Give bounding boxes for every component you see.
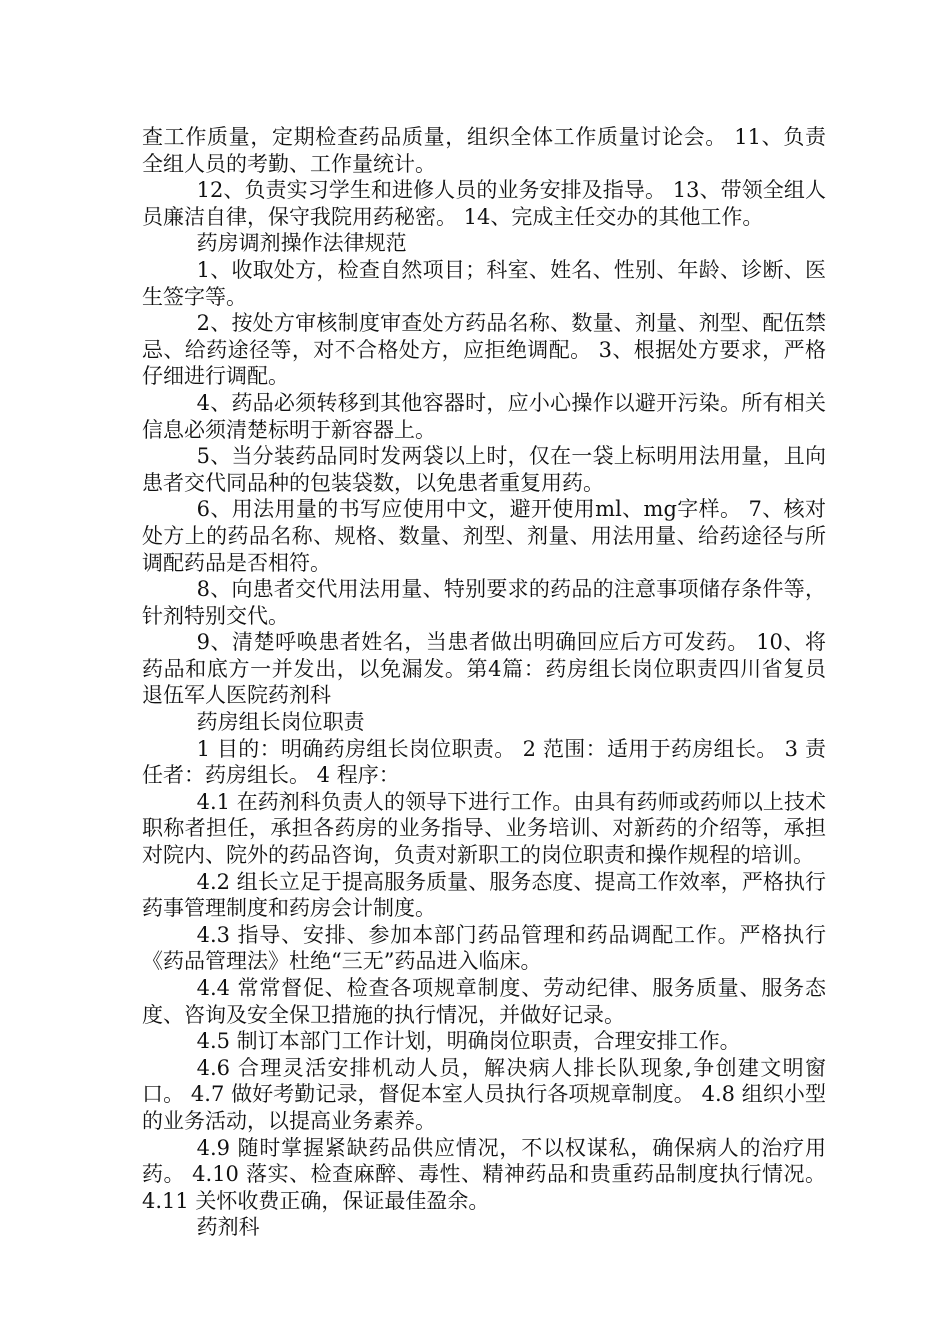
paragraph: 查工作质量，定期检查药品质量，组织全体工作质量讨论会。 11、负责全组人员的考勤、工作量统计。 <box>142 125 826 176</box>
paragraph: 4.5 制订本部门工作计划，明确岗位职责，合理安排工作。 <box>196 1029 741 1054</box>
paragraph: 4.9 随时掌握紧缺药品供应情况，不以权谋私，确保病人的治疗用药。 4.10 落实、检查麻醉、毒性、精神药品和贵重药品制度执行情况。 4.11 关怀收费正确，保证最佳盈余。 <box>142 1135 826 1213</box>
paragraph: 1、收取处方，检查自然项目；科室、姓名、性别、年龄、诊断、医生签字等。 <box>142 257 826 309</box>
paragraph: 4.4 常常督促、检查各项规章制度、劳动纪律、服务质量、服务态度、咨询及安全保卫措施的执行情况，并做好记录。 <box>142 976 826 1027</box>
paragraph: 9、清楚呼唤患者姓名，当患者做出明确回应后方可发药。 10、将药品和底方一并发出，以免漏发。第4篇：药房组长岗位职责四川省复员退伍军人医院药剂科 <box>142 630 826 708</box>
section-heading: 药房组长岗位职责 <box>196 710 365 735</box>
paragraph: 12、负责实习学生和进修人员的业务安排及指导。 13、带领全组人员廉洁自律，保守我院用药秘密。 14、完成主任交办的其他工作。 <box>142 178 826 229</box>
paragraph: 4.3 指导、安排、参加本部门药品管理和药品调配工作。严格执行《药品管理法》杜绝“三无”药品进入临床。 <box>142 922 826 974</box>
document-body <box>142 124 826 1241</box>
paragraph: 2、按处方审核制度审查处方药品名称、数量、剂量、剂型、配伍禁忌、给药途径等，对不合格处方，应拒绝调配。 3、根据处方要求，严格仔细进行调配。 <box>142 311 826 389</box>
paragraph: 5、当分装药品同时发两袋以上时，仅在一袋上标明用法用量，且向患者交代同品种的包装袋数，以免患者重复用药。 <box>142 444 826 495</box>
paragraph: 4.1 在药剂科负责人的领导下进行工作。由具有药师或药师以上技术职称者担任，承担各药房的业务指导、业务培训、对新药的介绍等，承担对院内、院外的药品咨询，负责对新职工的岗位职责和操作规程的培训。 <box>142 789 826 868</box>
paragraph: 1 目的：明确药房组长岗位职责。 2 范围：适用于药房组长。 3 责任者：药房组长。 4 程序： <box>142 736 826 788</box>
signature-department: 药剂科 <box>196 1215 260 1240</box>
paragraph: 6、用法用量的书写应使用中文，避开使用ml、mg字样。 7、核对处方上的药品名称、规格、数量、剂型、剂量、用法用量、给药途径与所调配药品是否相符。 <box>142 497 826 575</box>
paragraph: 4.6 合理灵活安排机动人员，解决病人排长队现象,争创建文明窗口。 4.7 做好考勤记录，督促本室人员执行各项规章制度。 4.8 组织小型的业务活动，以提高业务素养。 <box>142 1055 826 1133</box>
section-heading: 药房调剂操作法律规范 <box>196 231 407 256</box>
paragraph: 4、药品必须转移到其他容器时，应小心操作以避开污染。所有相关信息必须清楚标明于新容器上。 <box>142 390 826 442</box>
paragraph: 8、向患者交代用法用量、特别要求的药品的注意事项储存条件等，针剂特别交代。 <box>142 577 826 628</box>
paragraph: 4.2 组长立足于提高服务质量、服务态度、提高工作效率，严格执行药事管理制度和药房会计制度。 <box>142 869 826 921</box>
